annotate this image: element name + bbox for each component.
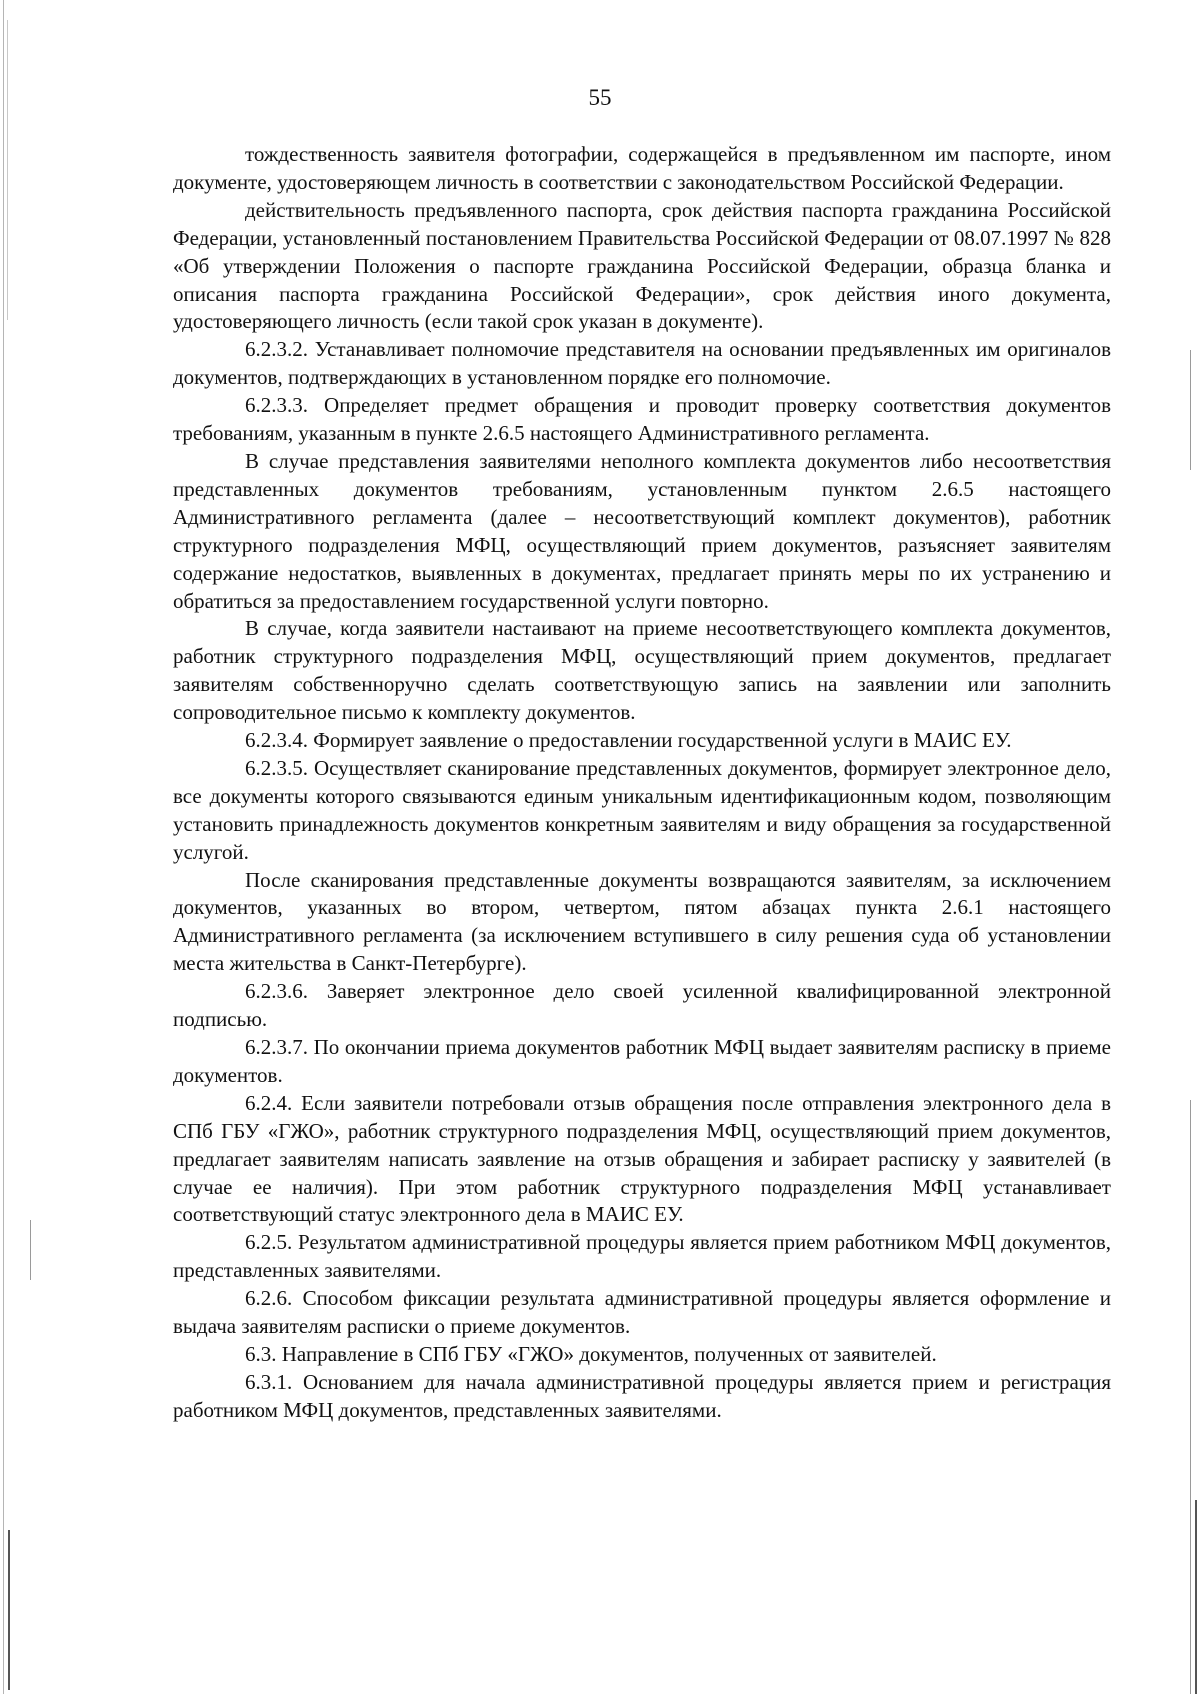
scan-edge-line (1190, 1100, 1191, 1694)
paragraph: 6.2.3.6. Заверяет электронное дело своей усиленной квалифицированной электронной подписью. (173, 979, 1111, 1032)
paragraph: 6.3.1. Основанием для начала административной процедуры является прием и регистрация работником МФЦ документов, представленных заявителями. (173, 1369, 1111, 1422)
scan-edge-line (7, 20, 8, 320)
paragraph: 6.2.3.5. Осуществляет сканирование представленных документов, формирует электронное дело, все документы которого связываются единым уникальным идентификационным кодом, позволяющим установить принадлежность документов конкретным заявителям и виду обращения за государственной услугой. (173, 755, 1111, 864)
paragraph: 6.3. Направление в СПб ГБУ «ГЖО» документов, полученных от заявителей. (245, 1341, 937, 1366)
document-body (173, 141, 1111, 1425)
paragraph: В случае, когда заявители настаивают на приеме несоответствующего комплекта документов, работник структурного подразделения МФЦ, осуществляющий прием документов, предлагает заявителям собственноручно сделать соответствующую запись на заявлении или заполнить сопроводительное письмо к комплекту документов. (173, 616, 1111, 725)
page-number: 55 (588, 85, 612, 110)
scan-edge-line (8, 1530, 10, 1690)
paragraph: 6.2.4. Если заявители потребовали отзыв обращения после отправления электронного дела в СПб ГБУ «ГЖО», работник структурного подразделения МФЦ, осуществляющий прием документов, предлагает заявителям написать заявление на отзыв обращения и забирает расписку у заявителей (в случае ее наличия). При этом работник структурного подразделения МФЦ устанавливает соответствующий статус электронного дела в МАИС ЕУ. (173, 1090, 1111, 1227)
scan-edge-line (30, 1220, 31, 1280)
paragraph: 6.2.5. Результатом административной процедуры является прием работником МФЦ документов, представленных заявителями. (173, 1230, 1111, 1283)
paragraph: тождественность заявителя фотографии, содержащейся в предъявленном им паспорте, ином документе, удостоверяющем личность в соответствии с законодательством Российской Федерации. (173, 142, 1111, 194)
paragraph: 6.2.3.4. Формирует заявление о предоставлении государственной услуги в МАИС ЕУ. (245, 728, 1012, 753)
paragraph: 6.2.3.3. Определяет предмет обращения и проводит проверку соответствия документов требованиям, указанным в пункте 2.6.5 настоящего Административного регламента. (173, 393, 1111, 446)
scan-edge-line (1195, 1500, 1197, 1694)
scan-edge-line (1190, 350, 1191, 470)
paragraph: 6.2.6. Способом фиксации результата административной процедуры является оформление и выдача заявителям расписки о приеме документов. (173, 1286, 1111, 1339)
paragraph: После сканирования представленные документы возвращаются заявителям, за исключением документов, указанных во втором, четвертом, пятом абзацах пункта 2.6.1 настоящего Административного регламента (за исключением вступившего в силу решения суда об установлении места жительства в Санкт-Петербурге). (173, 867, 1111, 976)
paragraph: действительность предъявленного паспорта, срок действия паспорта гражданина Российской Федерации, установленный постановлением Правительства Российской Федерации от 08.07.1997 № 828 «Об утверждении Положения о паспорте гражданина Российской Федерации, образца бланка и описания паспорта гражданина Российской Федерации», срок действия иного документа, удостоверяющего личность (если такой срок указан в документе). (173, 197, 1111, 334)
paragraph: 6.2.3.2. Устанавливает полномочие представителя на основании предъявленных им оригиналов документов, подтверждающих в установленном порядке его полномочие. (173, 337, 1111, 390)
paragraph: В случае представления заявителями неполного комплекта документов либо несоответствия представленных документов требованиям, установленным пунктом 2.6.5 настоящего Административного регламента (далее – несоответствующий комплект документов), работник структурного подразделения МФЦ, осуществляющий прием документов, разъясняет заявителям содержание недостатков, выявленных в документах, предлагает принять меры по их устранению и обратиться за предоставлением государственной услуги повторно. (173, 448, 1111, 613)
paragraph: 6.2.3.7. По окончании приема документов работник МФЦ выдает заявителям расписку в приеме документов. (173, 1035, 1111, 1087)
scan-edge-line (3, 0, 4, 1694)
